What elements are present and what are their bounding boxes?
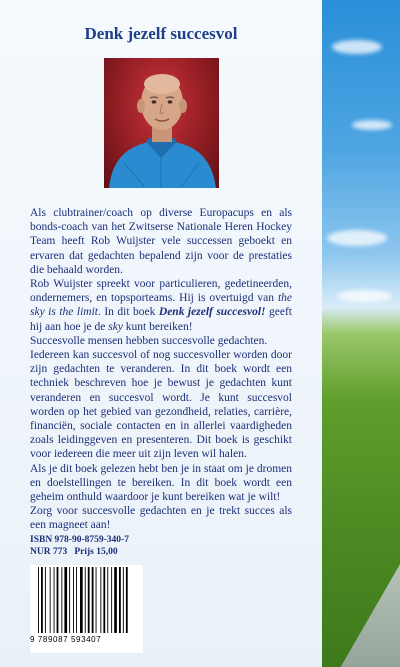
blurb [30,206,292,533]
paragraph-magnet: Zorg voor succesvolle gedachten en je trekt succes als een magneet aan! [30,505,292,532]
barcode-digits: 9 789087 593407 [30,635,102,644]
publication-info [30,534,129,558]
paragraph-successful-people: Succesvolle mensen hebben succesvolle gedachten. [30,334,268,347]
isbn-line: ISBN 978-90-8759-340-7 [30,535,129,545]
author-photo [104,58,219,188]
paragraph-speaker: Rob Wuijster spreekt voor particulieren, gedetineerden, ondernemers, en topsporteams. Hij is overtuigd van the sky is the limit. In dit boek Denk jezelf succesvol! geeft hij aan hoe je de sky kunt bereiken! [30,278,292,333]
nur-price-line: NUR 773 Prijs 15,00 [30,547,118,557]
barcode [30,565,143,653]
book-title: Denk jezelf succesvol [84,24,238,43]
paragraph-technique: Iedereen kan succesvol of nog succesvoller worden door zijn gedachten te veranderen. In dit boek wordt een techniek beschreven hoe je bewust je gedachten kunt veranderen en succesvol wordt. Je kunt succesvol worden op het gebied van gezondheid, relaties, carrière, financiën, sociale contacten en in allerlei vaardigheden zoals leidinggeven en presenteren. Dit boek is geschikt voor iedereen die meer uit zijn leven wil halen. [30,349,292,461]
paragraph-dreams: Als je dit boek gelezen hebt ben je in staat om je dromen en doelstellingen te bereiken. In dit boek wordt een geheim onthuld waardoor je kunt bereiken wat je wilt! [30,462,292,504]
road-edge [322,560,400,667]
sky-grass-strip [322,0,400,667]
barcode-bars [30,565,143,635]
book-title-inline: Denk jezelf succesvol! [158,306,266,319]
paragraph-coach: Als clubtrainer/coach op diverse Europacups en als bonds-coach van het Zwitserse Nationale Heren Hockey Team heeft Rob Wuijster vele successen geboekt en ervaren dat gedachten bepalend zijn voor de prestaties die behaald worden. [30,207,292,276]
